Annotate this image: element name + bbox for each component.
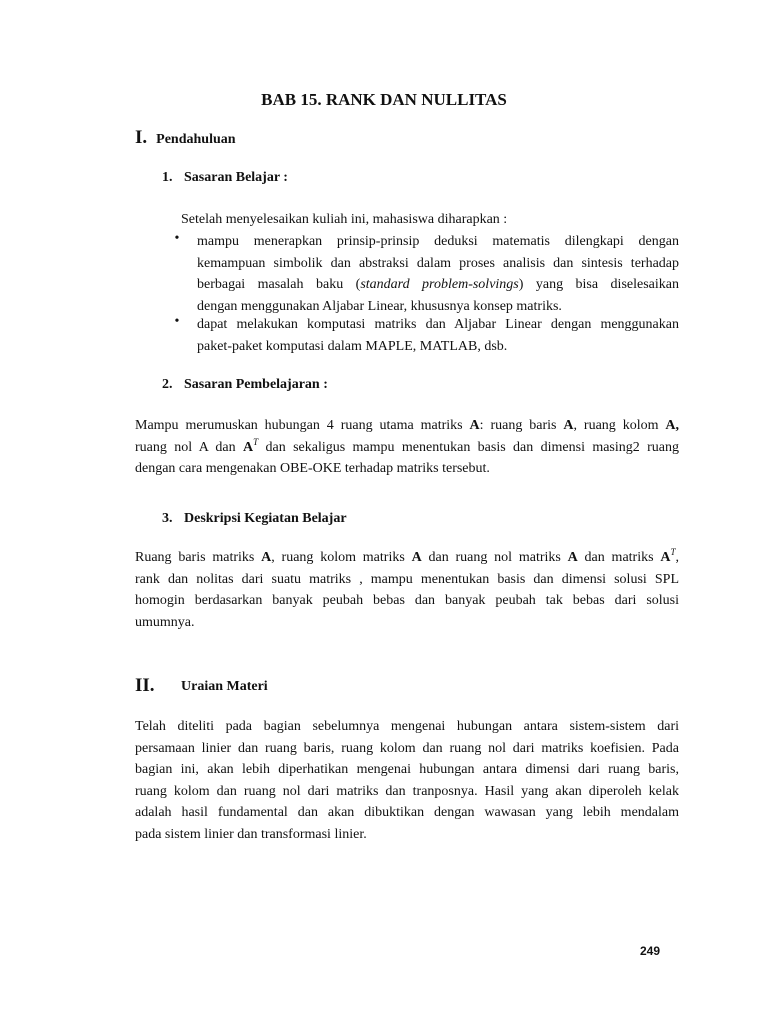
- subsection-3-title: Deskripsi Kegiatan Belajar: [184, 511, 347, 526]
- s2-line-1: Mampu merumuskan hubungan 4 ruang utama matriks A: ruang baris A, ruang kolom A,: [135, 418, 680, 433]
- section-1-heading: [135, 127, 236, 149]
- bullet-1-marker: •: [174, 231, 180, 246]
- s4-line-6: pada sistem linier dan transformasi linier.: [135, 826, 367, 842]
- subsection-2-paragraph: [135, 415, 679, 480]
- subsection-1-number: 1.: [162, 170, 173, 185]
- s4-line-4: ruang kolom dan ruang nol dari matriks dan tranposnya. Hasil yang akan diperoleh kelak: [135, 783, 679, 799]
- s2-line-2: ruang nol A dan $A^T$ dan sekaligus mampu menentukan basis dan dimensi masing2 ruang: [135, 436, 680, 455]
- section-1-title: Pendahuluan: [156, 132, 236, 147]
- page-number: 249: [640, 944, 661, 958]
- subsection-2-number: 2.: [162, 377, 173, 392]
- bullet-2-line-1: dapat melakukan komputasi matriks dan Aljabar Linear dengan menggunakan: [197, 317, 679, 332]
- section-2-paragraph: [135, 716, 679, 845]
- section-2-numeral: II.: [135, 675, 155, 696]
- bullet-2-line-2: paket-paket komputasi dalam MAPLE, MATLAB, dsb.: [197, 338, 508, 354]
- s2-line-3: dengan cara mengenakan OBE-OKE terhadap matriks tersebut.: [135, 461, 490, 476]
- s4-line-1: Telah diteliti pada bagian sebelumnya mengenai hubungan antara sistem-sistem dari: [135, 719, 679, 734]
- subsection-1-intro: Setelah menyelesaikan kuliah ini, mahasiswa diharapkan :: [181, 212, 508, 227]
- bullet-1-line-4: dengan menggunakan Aljabar Linear, khususnya konsep matriks.: [197, 298, 562, 314]
- s3-line-3: homogin berdasarkan banyak peubah bebas dan banyak peubah tak bebas dari solusi: [135, 593, 679, 608]
- section-1-numeral: I.: [135, 127, 148, 148]
- subsection-3-heading: [162, 511, 347, 527]
- s4-line-2: persamaan linier dan ruang baris, ruang kolom dan ruang nol dari matriks koefisien. Pada: [135, 740, 679, 756]
- subsection-2-title: Sasaran Pembelajaran :: [184, 377, 328, 392]
- s3-line-2: rank dan nolitas dari suatu matriks , mampu menentukan basis dan dimensi solusi SPL: [135, 571, 679, 587]
- s4-line-5: adalah hasil fundamental dan akan dibuktikan dengan wawasan yang lebih mendalam: [135, 805, 679, 820]
- section-2-title: Uraian Materi: [181, 679, 268, 694]
- subsection-1-heading: [162, 170, 288, 186]
- bullet-2-marker: •: [174, 314, 180, 329]
- bullet-1-line-3: berbagai masalah baku (standard problem-solvings) yang bisa diselesaikan: [197, 277, 679, 292]
- bullet-1-text: [197, 231, 679, 317]
- subsection-3-number: 3.: [162, 511, 173, 526]
- s4-line-3: bagian ini, akan lebih diperhatikan mengenai hubungan antara dimensi dari ruang baris,: [135, 762, 679, 777]
- s3-line-4: umumnya.: [135, 614, 195, 630]
- chapter-title: BAB 15. RANK DAN NULLITAS: [261, 90, 507, 109]
- s3-line-1: Ruang baris matriks A, ruang kolom matriks A dan ruang nol matriks A dan matriks $A^T$,: [135, 547, 679, 565]
- subsection-3-paragraph: [135, 547, 679, 633]
- subsection-2-heading: [162, 377, 328, 393]
- subsection-1-title: Sasaran Belajar :: [184, 170, 288, 185]
- bullet-1-line-2: kemampuan simbolik dan abstraksi dalam proses analisis dan sintesis terhadap: [197, 255, 679, 271]
- bullet-1-line-1: mampu menerapkan prinsip-prinsip deduksi matematis dilengkapi dengan: [197, 234, 679, 249]
- bullet-2-text: [197, 314, 679, 357]
